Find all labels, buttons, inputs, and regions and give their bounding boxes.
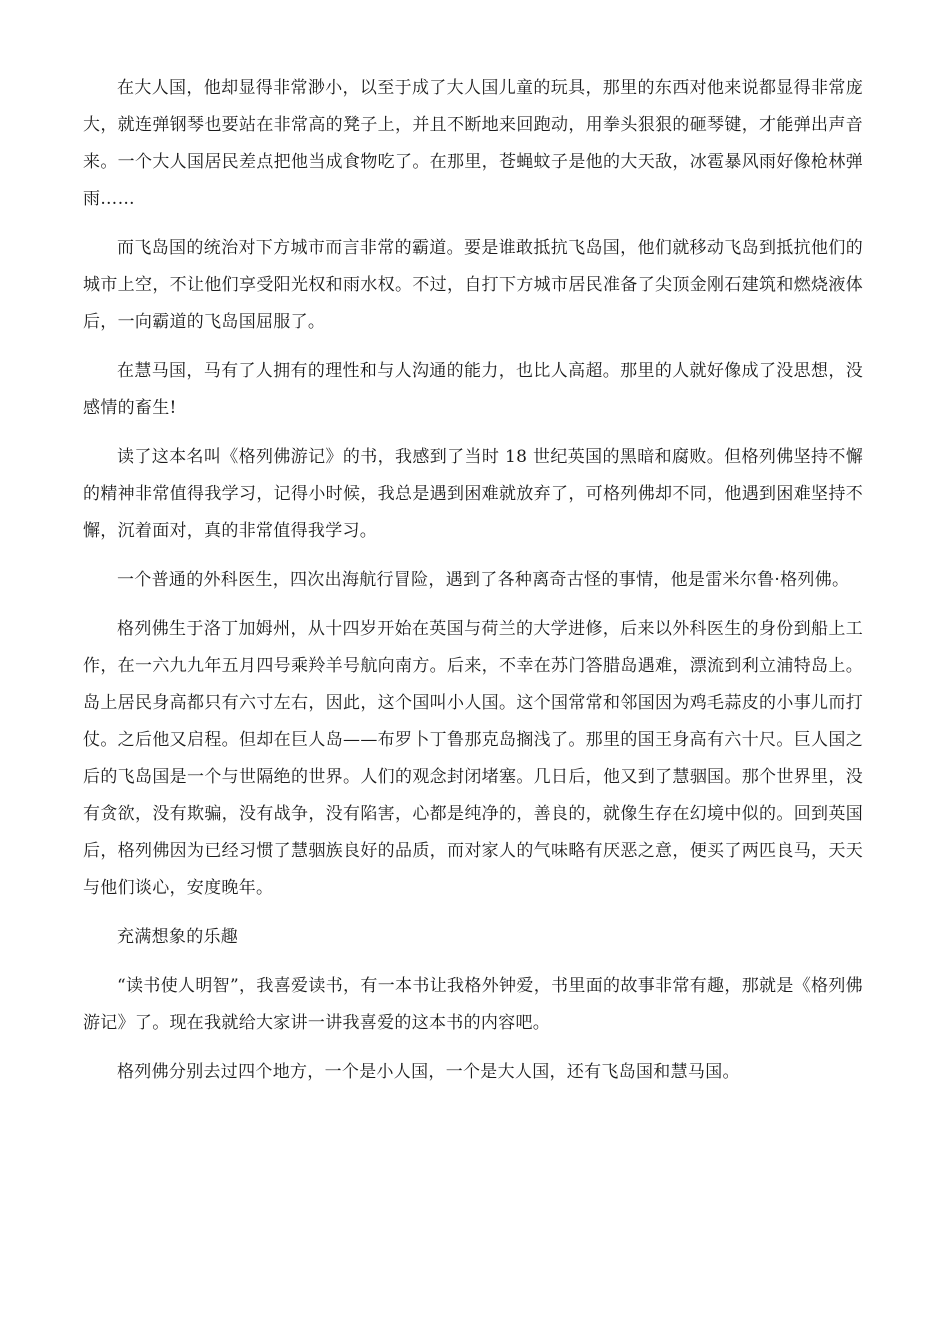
paragraph-biography: 格列佛生于洛丁加姆州，从十四岁开始在英国与荷兰的大学进修，后来以外科医生的身份到船上工作，在一六九九年五月四号乘羚羊号航向南方。后来，不幸在苏门答腊岛遇难，漂流到利立浦特岛上。岛上居民身高都只有六寸左右，因此，这个国叫小人国。这个国常常和邻国因为鸡毛蒜皮的小事儿而打仗。之后他又启程。但却在巨人岛——布罗卜丁鲁那克岛搁浅了。那里的国王身高有六十尺。巨人国之后的飞岛国是一个与世隔绝的世界。人们的观念封闭堵塞。几日后，他又到了慧骃国。那个世界里，没有贪欲，没有欺骗，没有战争，没有陷害，心都是纯净的，善良的，就像生存在幻境中似的。回到英国后，格列佛因为已经习惯了慧骃族良好的品质，而对家人的气味略有厌恶之意，便买了两匹良马，天天与他们谈心，安度晚年。 [83,619,863,898]
section-title: 充满想象的乐趣 [117,927,239,947]
paragraph-introduction: 一个普通的外科医生，四次出海航行冒险，遇到了各种离奇古怪的事情，他是雷米尔鲁·格列佛。 [117,570,850,590]
paragraph-horse-country: 在慧马国，马有了人拥有的理性和与人沟通的能力，也比人高超。那里的人就好像成了没思想，没感情的畜生! [83,361,863,418]
paragraph-reflection: 读了这本名叫《格列佛游记》的书，我感到了当时 18 世纪英国的黑暗和腐败。但格列佛坚持不懈的精神非常值得我学习，记得小时候，我总是遇到困难就放弃了，可格列佛却不同，他遇到困难坚持不懈，沉着面对，真的非常值得我学习。 [83,447,863,541]
paragraph-reading-quote: “读书使人明智”，我喜爱读书，有一本书让我格外钟爱，书里面的故事非常有趣，那就是《格列佛游记》了。现在我就给大家讲一讲我喜爱的这本书的内容吧。 [83,976,863,1033]
paragraph-giant-country: 在大人国，他却显得非常渺小，以至于成了大人国儿童的玩具，那里的东西对他来说都显得非常庞大，就连弹钢琴也要站在非常高的凳子上，并且不断地来回跑动，用拳头狠狠的砸琴键，才能弹出声音来。一个大人国居民差点把他当成食物吃了。在那里，苍蝇蚊子是他的大天敌，冰雹暴风雨好像枪林弹雨…… [83,78,863,209]
paragraph-four-places: 格列佛分别去过四个地方，一个是小人国，一个是大人国，还有飞岛国和慧马国。 [117,1062,740,1082]
document-page [83,70,863,1103]
paragraph-flying-island: 而飞岛国的统治对下方城市而言非常的霸道。要是谁敢抵抗飞岛国，他们就移动飞岛到抵抗他们的城市上空，不让他们享受阳光权和雨水权。不过，自打下方城市居民准备了尖顶金刚石建筑和燃烧液体后，一向霸道的飞岛国屈服了。 [83,238,863,332]
